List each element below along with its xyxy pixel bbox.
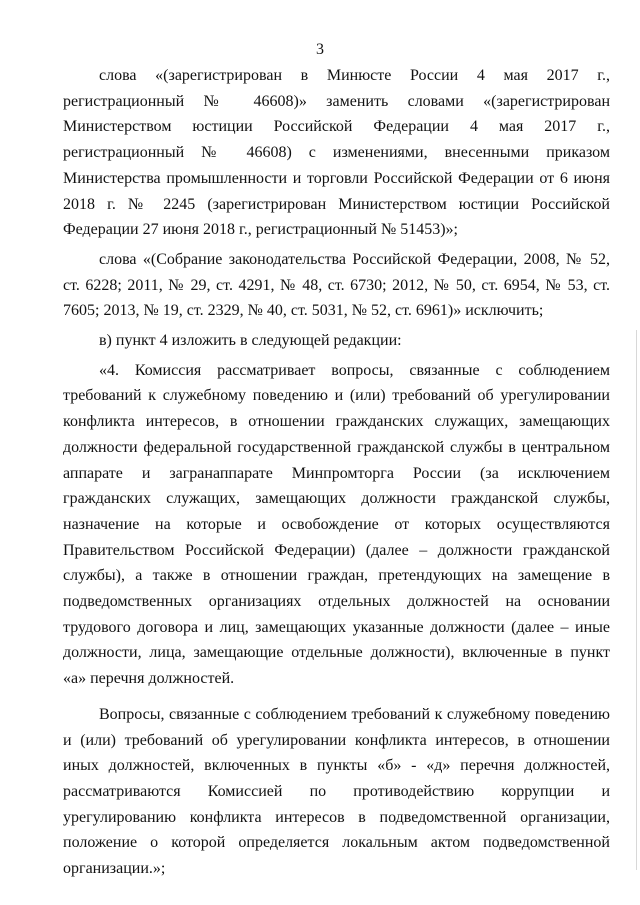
paragraph-point-4-intro: в) пункт 4 изложить в следующей редакции: — [99, 332, 402, 350]
paragraph-registration-amendment: слова «(зарегистрирован в Минюсте России 4 мая 2017 г., регистрационный № 46608)» заменить словами «(зарегистрирован Министерством юстиции Российской Федерации 4 мая 2017 г., регистрационный № 46608) с изменениями, внесенными приказом Министерства промышленности и торговли Российской Федерации от 6 июня 2018 г. № 2245 (зарегистрирован Министерством юстиции Российской Федерации 27 июня 2018 г., регистрационный № 51453)»; — [63, 67, 610, 239]
paragraph-point-4-commission: «4. Комиссия рассматривает вопросы, связанные с соблюдением требований к служебному поведению и (или) требований об урегулировании конфликта интересов, в отношении гражданских служащих, замещающих должности федеральной государственной гражданской службы в центральном аппарате и загранаппарате Минпромторга России (за исключением гражданских служащих, замещающих должности гражданской службы, назначение на которые и освобождение от которых осуществляются Правительством Российской Федерации) (далее – должности гражданской службы), а также в отношении граждан, претендующих на замещение в подведомственных организациях отдельных должностей на основании трудового договора и лиц, замещающих указанные должности (далее – иные должности, лица, замещающие отдельные должности), включенные в пункт «а» перечня должностей. — [63, 361, 610, 688]
document-body — [63, 63, 610, 882]
paragraph-collection-exclusion: слова «(Собрание законодательства Российской Федерации, 2008, № 52, ст. 6228; 2011, № 29, ст. 4291, № 48, ст. 6730; 2012, № 50, ст. 6954, № 53, ст. 7605; 2013, № 19, ст. 2329, № 40, ст. 5031, № 52, ст. 6961)» исключить; — [63, 250, 610, 320]
paragraph-other-positions: Вопросы, связанные с соблюдением требований к служебному поведению и (или) требований об урегулировании конфликта интересов, в отношении иных должностей, включенных в пункты «б» - «д» перечня должностей, рассматриваются Комиссией по противодействию коррупции и урегулированию конфликта интересов в подведомственной организации, положение о которой определяется локальным актом подведомственной организации.»; — [63, 705, 610, 878]
scan-edge-line — [636, 330, 637, 870]
page-number: 3 — [316, 41, 324, 58]
